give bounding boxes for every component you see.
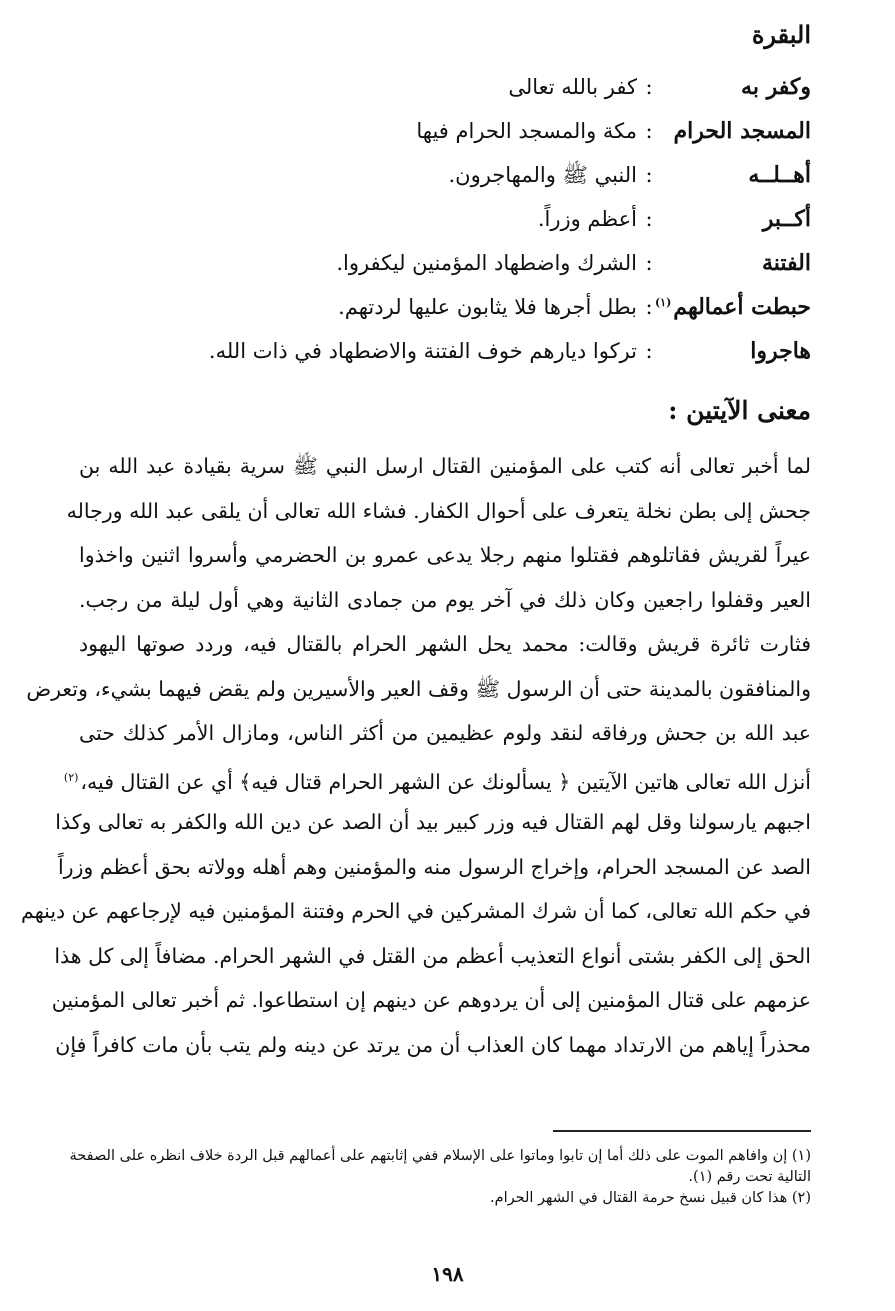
glossary-definition: كفر بالله تعالى [508,75,637,99]
body-line: العير وقفلوا راجعين وكان ذلك في آخر يوم من جمادى الثانية وهي أول ليلة من رجب. [79,587,811,612]
glossary-term: الفتنة [761,250,811,276]
glossary-term: هاجروا [750,338,811,364]
footnote-divider [553,1130,811,1132]
glossary-row [91,118,811,162]
glossary-row [91,294,811,338]
glossary-term-with-note [654,294,811,320]
glossary-term: حبطت أعمالهم [673,294,811,320]
glossary-colon: : [645,295,653,319]
glossary-colon: : [645,163,653,187]
glossary-colon: : [645,251,653,275]
glossary-term: المسجد الحرام [673,118,811,144]
body-line: الحق إلى الكفر بشتى أنواع التعذيب أعظم من القتل في الشهر الحرام. مضافاً إلى كل هذا [54,943,811,968]
glossary-colon: : [645,207,653,231]
glossary-definition: تركوا ديارهم خوف الفتنة والاضطهاد في ذات الله. [208,339,637,363]
body-line: في حكم الله تعالى، كما أن شرك المشركين في الحرم وفتنة المؤمنين فيه لإرجاعهم عن دينهم [21,899,811,923]
footnote-1: (١) إن وافاهم الموت على ذلك أما إن تابوا وماتوا على الإسلام ففي إثابتهم على أعمالهم قبل الردة خلاف انظره على الصفحة التالية تحت رقم (١). [69,1148,811,1185]
glossary-definition: أعظم وزراً. [537,207,637,231]
glossary-colon: : [645,339,653,363]
glossary-list [91,74,811,382]
body-line: محذراً إياهم من الارتداد مهما كان العذاب أن من يرتد عن دينه ولم يتب بأن مات كافراً فإن [55,1032,811,1057]
body-line: لما أخبر تعالى أنه كتب على المؤمنين القتال ارسل النبي ﷺ سرية بقيادة عبد الله بن [79,454,811,478]
body-line: فثارت ثائرة قريش وقالت: محمد يحل الشهر الحرام بالقتال فيه، وردد صوتها اليهود [79,632,811,656]
glossary-row [91,250,811,294]
glossary-definition: مكة والمسجد الحرام فيها [416,119,637,143]
page-number: ١٩٨ [431,1262,464,1286]
glossary-row [91,338,811,382]
glossary-definition: الشرك واضطهاد المؤمنين ليكفروا. [336,251,637,275]
body-text [21,444,811,1067]
body-line: عبد الله بن جحش ورفاقه لنقد ولوم عظيمين من أكثر الناس، ومازال الأمر كذلك حتى [79,721,811,745]
glossary-colon: : [645,75,653,99]
running-header: البقرة [751,20,811,49]
body-line-text: أنزل الله تعالى هاتين الآيتين ﴿ يسألونك عن الشهر الحرام قتال فيه﴾ أي عن القتال فيه، [80,769,811,794]
glossary-colon: : [645,119,653,143]
glossary-row [91,162,811,206]
body-line: عزمهم على قتال المؤمنين إلى أن يردوهم عن دينهم إن استطاعوا. ثم أخبر تعالى المؤمنين [51,988,811,1012]
glossary-row [91,74,811,118]
body-line: والمنافقون بالمدينة حتى أن الرسول ﷺ وقف العير والأسيرين ولم يقض فيهما بشيء، وتعرض [26,676,811,701]
body-line [63,756,811,801]
body-line: الصد عن المسجد الحرام، وإخراج الرسول منه والمؤمنين وهم أهله وولاته بحق أعظم وزراً [57,854,811,879]
glossary-row [91,206,811,250]
body-line: جحش إلى بطن نخلة يتعرف على أحوال الكفار. فشاء الله تعالى أن يلقى عبد الله ورجاله [66,498,811,523]
glossary-term: وكفر به [741,74,811,100]
body-line: عيراً لقريش فقاتلوهم فقتلوا منهم رجلا يدعى عمرو بن الحضرمي وأسروا اثنين واخذوا [79,543,811,567]
glossary-term: أكــبر [762,206,811,232]
footnote-2: (٢) هذا كان قبيل نسخ حرمة القتال في الشهر الحرام. [490,1190,811,1206]
glossary-term: أهــلــه [748,162,811,188]
footnote-marker: (١) [654,295,672,309]
section-title: معنى الآيتين : [668,396,811,425]
glossary-definition: النبي ﷺ والمهاجرون. [448,163,637,187]
footnotes [66,1146,811,1209]
body-line: اجبهم يارسولنا وقل لهم القتال فيه وزر كبير بيد أن الصد عن دين الله والكفر به تعالى وكذا [55,810,811,834]
glossary-definition: بطل أجرها فلا يثابون عليها لردتهم. [338,295,637,319]
footnote-marker: (٢) [63,770,79,784]
